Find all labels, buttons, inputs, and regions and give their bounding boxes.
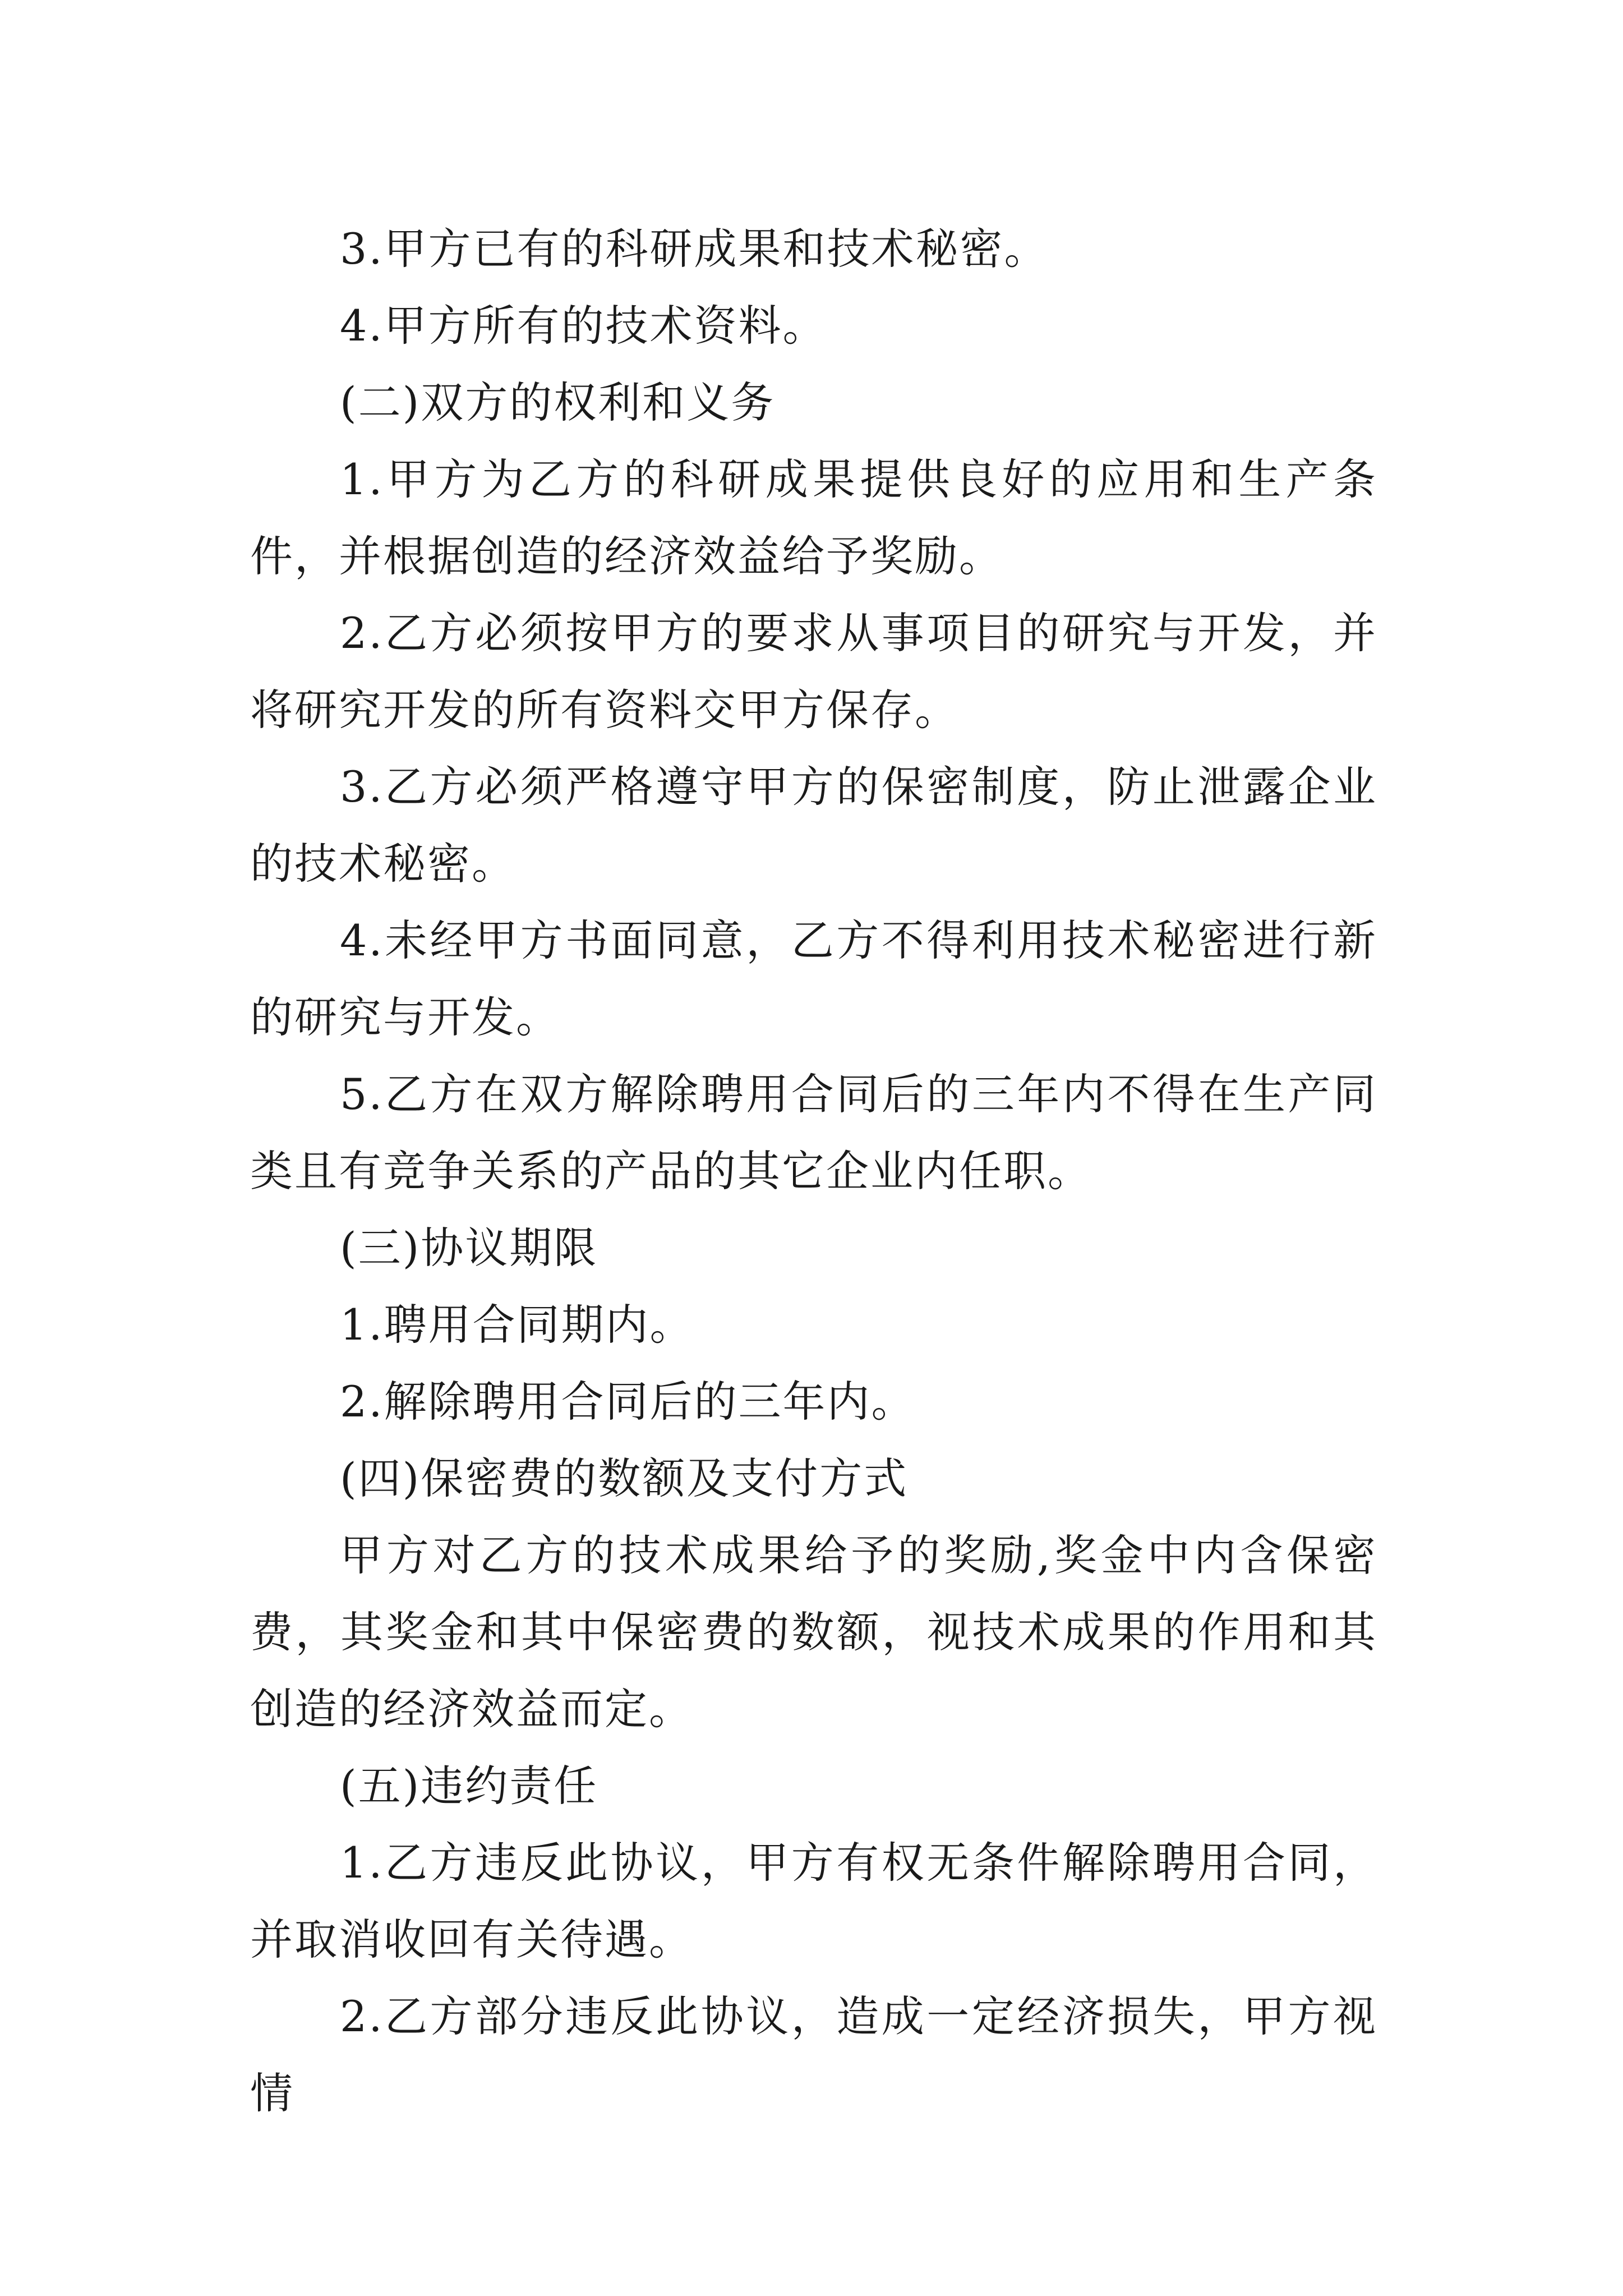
section-heading-rights-obligations: (二)双方的权利和义务 xyxy=(340,378,776,427)
section-heading-liability: (五)违约责任 xyxy=(340,1761,598,1811)
item-3-existing-research: 3.甲方已有的科研成果和技术秘密。 xyxy=(340,224,1049,274)
document-body xyxy=(250,210,1377,2132)
obligation-1: 1.甲方为乙方的科研成果提供良好的应用和生产条件，并根据创造的经济效益给予奖励。 xyxy=(250,454,1377,581)
obligation-3: 3.乙方必须严格遵守甲方的保密制度，防止泄露企业的技术秘密。 xyxy=(250,762,1377,889)
liability-2: 2.乙方部分违反此协议，造成一定经济损失，甲方视情 xyxy=(250,1991,1377,2118)
liability-1: 1.乙方违反此协议，甲方有权无条件解除聘用合同，并取消收回有关待遇。 xyxy=(250,1838,1377,1964)
obligation-5: 5.乙方在双方解除聘用合同后的三年内不得在生产同类且有竞争关系的产品的其它企业内任职。 xyxy=(250,1069,1377,1196)
confidentiality-fee-paragraph: 甲方对乙方的技术成果给予的奖励,奖金中内含保密费，其奖金和其中保密费的数额，视技术成果的作用和其创造的经济效益而定。 xyxy=(250,1530,1377,1734)
section-heading-confidentiality-fee: (四)保密费的数额及支付方式 xyxy=(340,1453,909,1503)
obligation-4: 4.未经甲方书面同意，乙方不得利用技术秘密进行新的研究与开发。 xyxy=(250,915,1377,1042)
term-1: 1.聘用合同期内。 xyxy=(340,1300,694,1350)
term-2: 2.解除聘用合同后的三年内。 xyxy=(340,1377,916,1427)
item-4-technical-materials: 4.甲方所有的技术资料。 xyxy=(340,301,827,351)
obligation-2: 2.乙方必须按甲方的要求从事项目的研究与开发，并将研究开发的所有资料交甲方保存。 xyxy=(250,608,1377,735)
section-heading-agreement-term: (三)协议期限 xyxy=(340,1223,598,1273)
